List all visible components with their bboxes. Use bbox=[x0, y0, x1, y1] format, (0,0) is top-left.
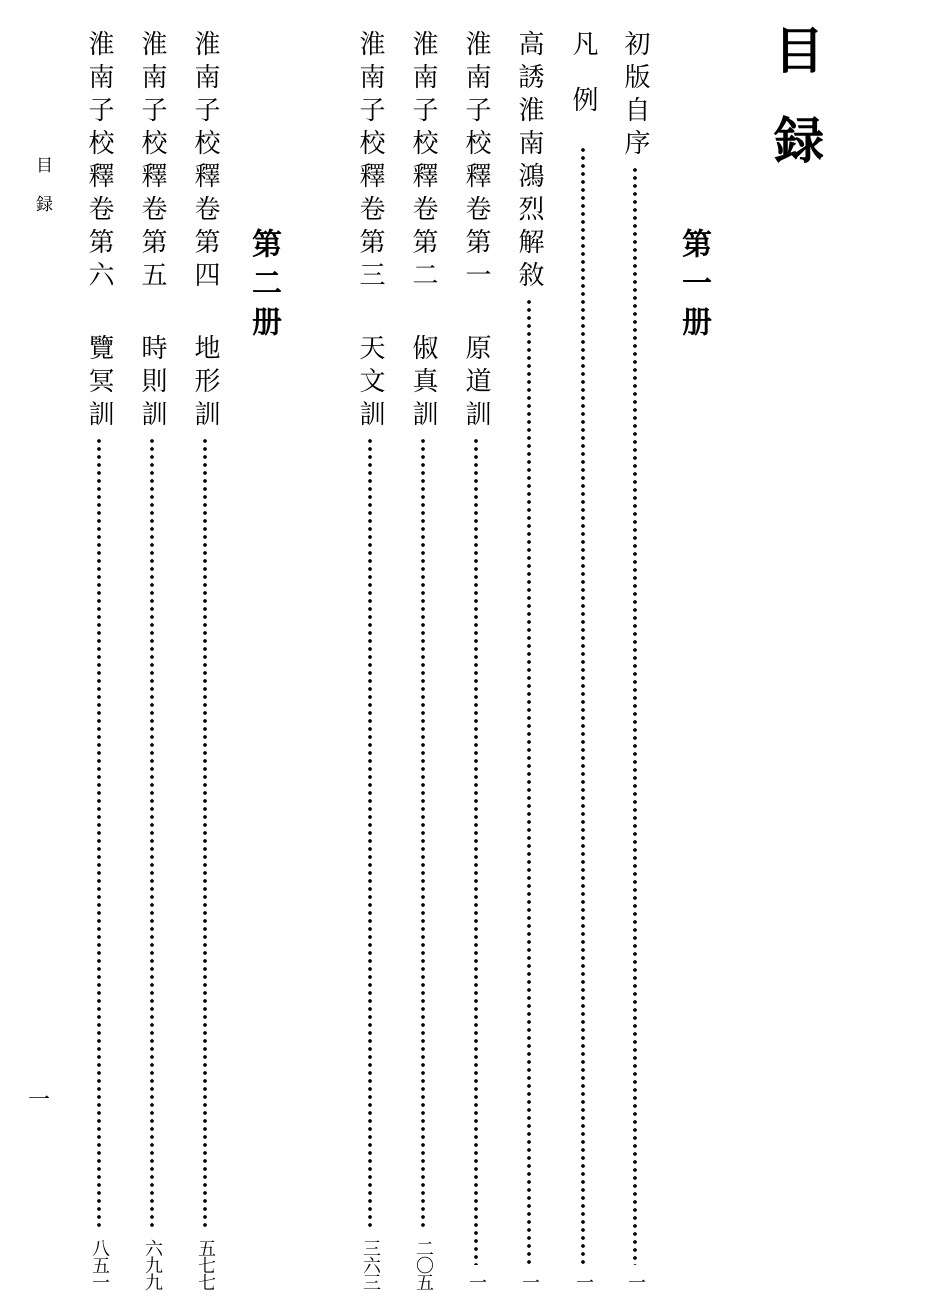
leader-dots bbox=[421, 437, 425, 1231]
entry-page-number: 一 bbox=[625, 1273, 646, 1290]
leader-dots bbox=[633, 166, 637, 1265]
toc-entry[interactable] bbox=[620, 30, 650, 1290]
entry-title: 凡例 bbox=[568, 30, 598, 142]
entry-title: 淮南子校釋卷第三 bbox=[355, 30, 385, 294]
leader-dots bbox=[581, 146, 585, 1265]
entry-subtitle: 地形訓 bbox=[190, 334, 220, 433]
entry-title: 淮南子校釋卷第五 bbox=[137, 30, 167, 294]
entry-page-number: 六九九 bbox=[142, 1239, 163, 1290]
folio-page-number: 一 bbox=[28, 1088, 51, 1113]
entry-page-number: 一 bbox=[466, 1273, 487, 1290]
entry-page-number: 二〇五 bbox=[413, 1239, 434, 1290]
leader-dots bbox=[527, 298, 531, 1265]
toc-entry[interactable] bbox=[137, 30, 167, 1290]
entry-title: 高誘淮南鴻烈解敘 bbox=[514, 30, 544, 294]
volume-2-heading: 第二册 bbox=[246, 228, 281, 345]
toc-entry[interactable] bbox=[355, 30, 385, 1290]
leader-dots bbox=[474, 437, 478, 1265]
entry-subtitle: 覽冥訓 bbox=[84, 334, 114, 433]
entry-title: 淮南子校釋卷第一 bbox=[461, 30, 491, 294]
entry-page-number: 三六三 bbox=[360, 1239, 381, 1290]
leader-dots bbox=[368, 437, 372, 1231]
page-title: 目録 bbox=[766, 24, 825, 204]
entry-page-number: 八五一 bbox=[89, 1239, 110, 1290]
entry-title: 淮南子校釋卷第四 bbox=[190, 30, 220, 294]
running-title: 目録 bbox=[32, 156, 52, 234]
toc-entry[interactable] bbox=[461, 30, 491, 1290]
toc-entry[interactable] bbox=[190, 30, 220, 1290]
entry-page-number: 一 bbox=[573, 1273, 594, 1290]
entry-title: 淮南子校釋卷第六 bbox=[84, 30, 114, 294]
entry-title: 初版自序 bbox=[620, 30, 650, 162]
toc-entry[interactable] bbox=[514, 30, 544, 1290]
leader-dots bbox=[203, 437, 207, 1231]
leader-dots bbox=[150, 437, 154, 1231]
entry-subtitle: 時則訓 bbox=[137, 334, 167, 433]
toc-entry[interactable] bbox=[84, 30, 114, 1290]
entry-title: 淮南子校釋卷第二 bbox=[408, 30, 438, 294]
toc-entry[interactable] bbox=[568, 30, 598, 1290]
entry-subtitle: 天文訓 bbox=[355, 334, 385, 433]
entry-subtitle: 原道訓 bbox=[461, 334, 491, 433]
toc-entry[interactable] bbox=[408, 30, 438, 1290]
entry-subtitle: 俶真訓 bbox=[408, 334, 438, 433]
entry-page-number: 一 bbox=[519, 1273, 540, 1290]
leader-dots bbox=[97, 437, 101, 1231]
entry-page-number: 五七七 bbox=[195, 1239, 216, 1290]
volume-1-heading: 第一册 bbox=[676, 228, 711, 345]
